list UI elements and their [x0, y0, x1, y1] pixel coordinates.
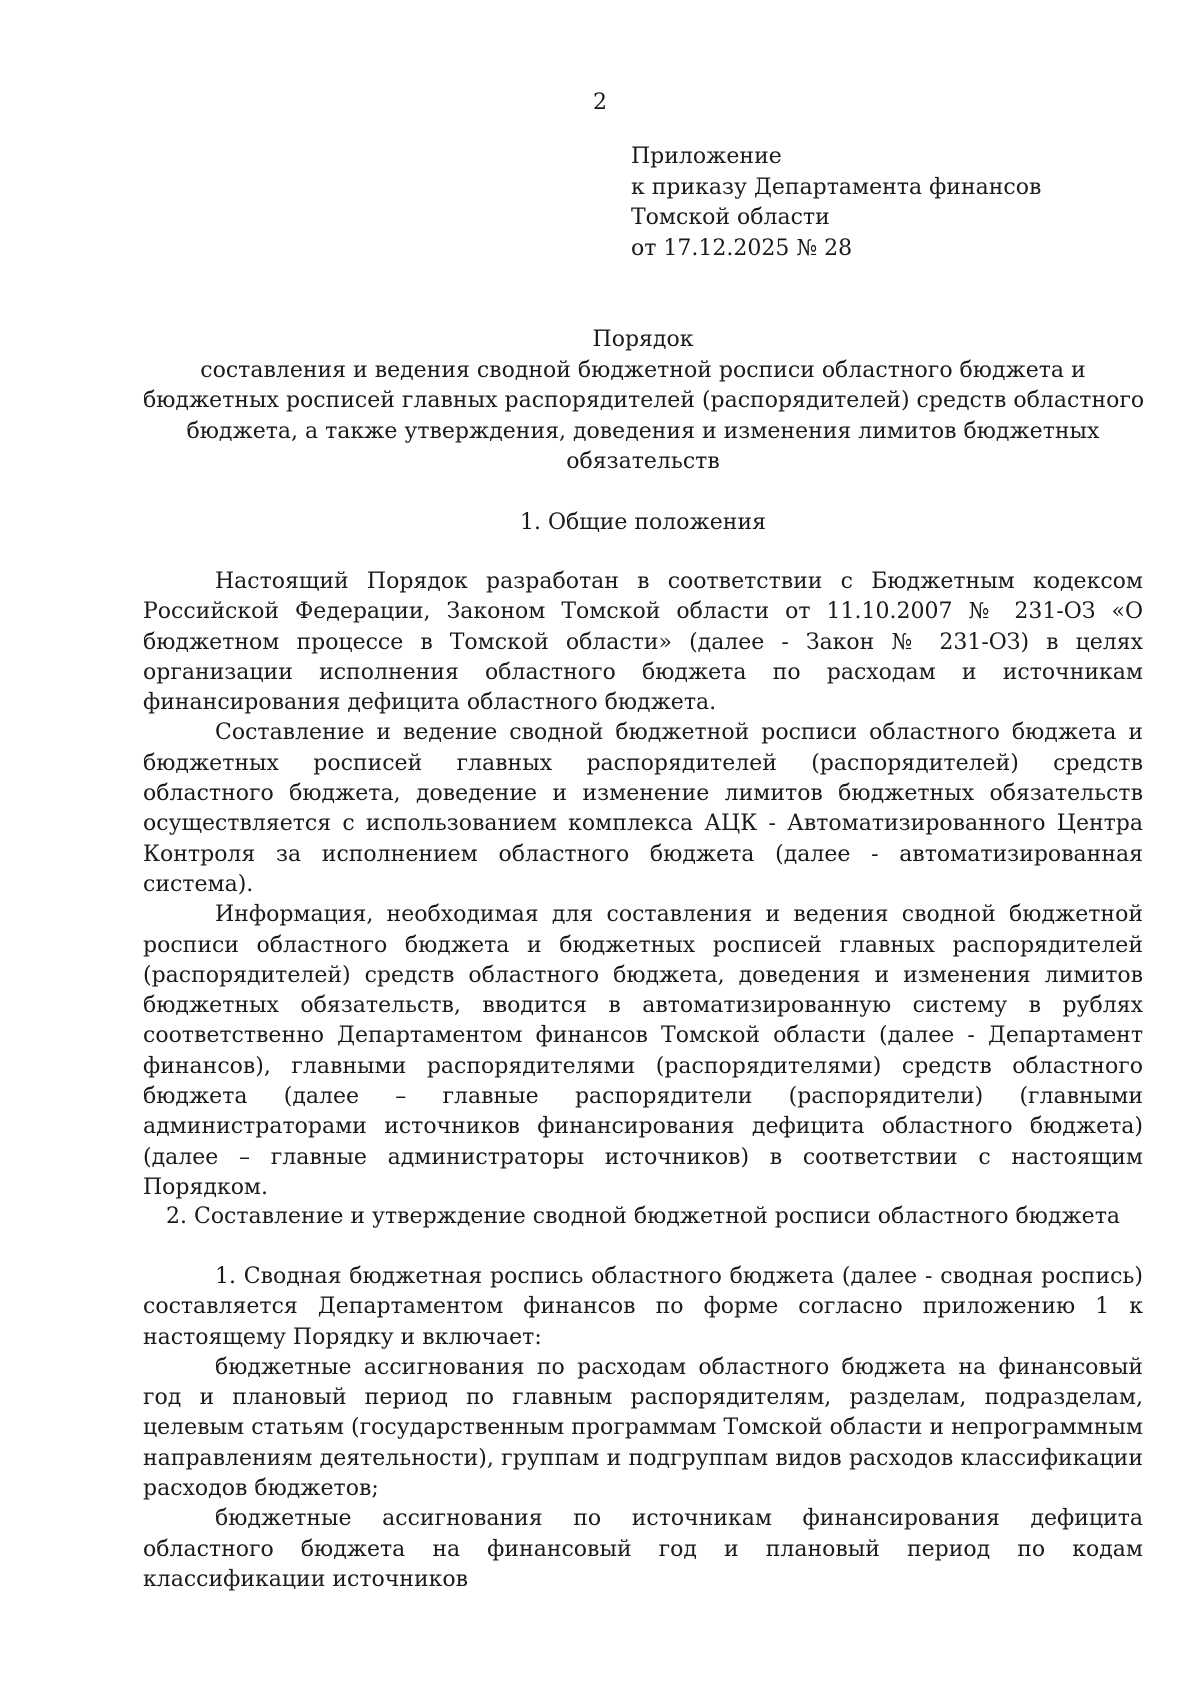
appendix-line: к приказу Департамента финансов — [631, 174, 1042, 200]
section-2-heading: 2. Составление и утверждение сводной бюджетной росписи областного бюджета — [166, 1204, 1120, 1229]
appendix-block — [631, 142, 1151, 264]
paragraph: бюджетные ассигнования по расходам областного бюджета на финансовый год и плановый период по главным распорядителям, разделам, подразделам, целевым статьям (государственным программам Томской области и непрограммным направлениям деятельности), группам и подгруппам видов расходов классификации расходов бюджетов; — [143, 1354, 1143, 1502]
appendix-line: Приложение — [631, 144, 782, 169]
paragraph: 1. Сводная бюджетная роспись областного бюджета (далее - сводная роспись) составляется Департаментом финансов по форме согласно приложению 1 к настоящему Порядку и включает: — [143, 1264, 1143, 1350]
appendix-line: Томской области — [631, 205, 830, 230]
paragraph: бюджетные ассигнования по источникам финансирования дефицита областного бюджета на финансовый год и плановый период по кодам классификации источников — [143, 1506, 1143, 1592]
section-1-heading: 1. Общие положения — [520, 510, 766, 535]
title-line: составления и ведения сводной бюджетной росписи областного бюджета и — [200, 357, 1086, 383]
title-line: Порядок — [592, 327, 694, 352]
paragraph: Информация, необходимая для составления и ведения сводной бюджетной росписи областного бюджета и бюджетных росписей главных распорядителей (распорядителей) средств областного бюджета, доведения и изменения лимитов бюджетных обязательств, вводится в автоматизированную систему в рублях соответственно Департаментом финансов Томской области (далее - Департамент финансов), главными распорядителями (распорядителями) средств областного бюджета (далее – главные распорядители (распорядители) (главными администраторами источников финансирования дефицита областного бюджета) (далее – главные администраторы источников) в соответствии с настоящим Порядком. — [143, 902, 1143, 1200]
title-line: обязательств — [566, 449, 720, 474]
section-1-body — [143, 567, 1143, 1203]
section-2-body — [143, 1262, 1143, 1595]
appendix-line: от 17.12.2025 № 28 — [631, 235, 853, 261]
document-title — [143, 325, 1143, 478]
paragraph: Настоящий Порядок разработан в соответствии с Бюджетным кодексом Российской Федерации, Законом Томской области от 11.10.2007 № 231-ОЗ «О бюджетном процессе в Томской области» (далее - Закон № 231-ОЗ) в целях организации исполнения областного бюджета по расходам и источникам финансирования дефицита областного бюджета. — [143, 569, 1143, 716]
page-number: 2 — [593, 90, 607, 115]
title-line: бюджетных росписей главных распорядителей (распорядителей) средств областного — [143, 388, 1145, 413]
paragraph: Составление и ведение сводной бюджетной росписи областного бюджета и бюджетных росписей главных распорядителей (распорядителей) средств областного бюджета, доведение и изменение лимитов бюджетных обязательств осуществляется с использованием комплекса АЦК - Автоматизированного Центра Контроля за исполнением областного бюджета (далее - автоматизированная система). — [143, 720, 1143, 897]
title-line: бюджета, а также утверждения, доведения и изменения лимитов бюджетных — [186, 418, 1100, 444]
